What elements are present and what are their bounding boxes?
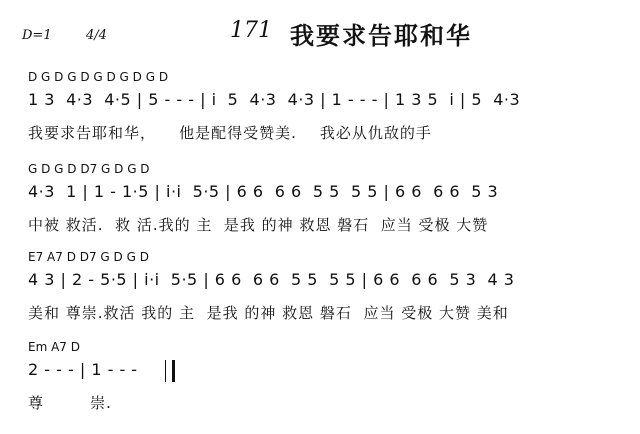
notation-line: 4 3 | 2 - 5·5 | i·i 5·5 | 6 6 6 6 5 5 5 5 | 6 6 6 6 5 3 4 3 [28, 270, 515, 289]
lyric-line: 美和 尊崇.救活 我的 主 是我 的神 救恩 磐石 应当 受极 大赞 美和 [28, 304, 509, 322]
chord-line: Em A7 D [28, 340, 80, 354]
notation-line: 1 3 4·3 4·5 | 5 - - - | i 5 4·3 4·3 | 1 - - - | 1 3 5 i | 5 4·3 [28, 90, 521, 109]
time-signature: 4/4 [86, 28, 107, 43]
chord-line: D G D G D G D G D G D [28, 70, 169, 84]
song-title: 我要求告耶和华 [290, 22, 472, 50]
lyric-line: 中被 救活. 救 活.我的 主 是我 的神 救恩 磐石 应当 受极 大赞 [28, 216, 489, 234]
chord-line: E7 A7 D D7 G D G D [28, 250, 149, 264]
chord-line: G D G D D7 G D G D [28, 162, 150, 176]
notation-line: 2 - - - | 1 - - - [28, 360, 138, 379]
key-signature: D=1 [22, 28, 52, 43]
notation-line: 4·3 1 | 1 - 1·5 | i·i 5·5 | 6 6 6 6 5 5 5 5 | 6 6 6 6 5 3 [28, 182, 499, 201]
final-barline [165, 360, 175, 382]
lyric-line: 我要求告耶和华， 他是配得受赞美. 我必从仇敌的手 [28, 124, 432, 142]
lyric-line: 尊 崇. [28, 394, 112, 412]
song-number: 171 [230, 18, 272, 43]
